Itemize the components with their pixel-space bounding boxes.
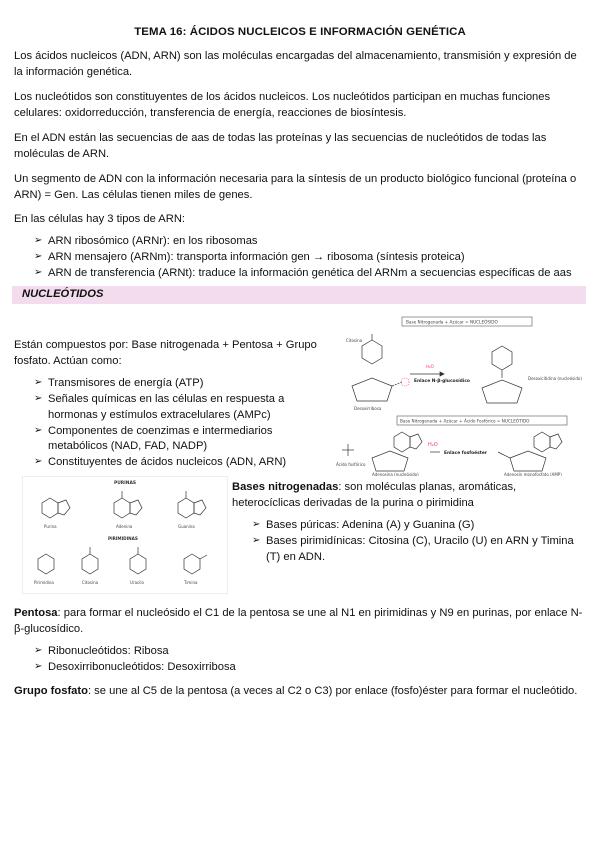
label-adenina: Adenina bbox=[116, 523, 133, 529]
svg-text:H₂O: H₂O bbox=[426, 363, 434, 369]
fosfato-paragraph bbox=[14, 684, 586, 700]
page-title: TEMA 16: ÁCIDOS NUCLEICOS E INFORMACIÓN GENÉTICA bbox=[134, 26, 466, 38]
svg-text:H₂O: H₂O bbox=[428, 441, 438, 448]
label-citosina: Citosina bbox=[346, 337, 363, 343]
list-item: ➢ Bases pirimidínicas: Citosina (C), Uracilo (U) en ARN y Timina (T) en ADN. bbox=[252, 534, 586, 566]
label-citosina-base: Citosina bbox=[82, 579, 99, 585]
pentosa-description: : para formar el nucleósido el C1 de la pentosa se une al N1 en pirimidinas y N9 en purinas, por enlace N-β-glucosídico. bbox=[14, 606, 583, 635]
figure-header-top: Base Nitrogenada + Azúcar = NUCLEÓSIDO bbox=[406, 319, 498, 325]
bond-label-2: Enlace fosfoéster bbox=[444, 450, 488, 456]
composition-row bbox=[14, 304, 586, 480]
list-item: ➢ Señales químicas en las células en respuesta a hormonas y estímulos extracelulares (AMPc) bbox=[34, 392, 319, 424]
list-item: ➢ Componentes de coenzimas e intermediarios metabólicos (NAD, FAD, NADP) bbox=[34, 424, 319, 456]
list-item: ➢ Ribonucleótidos: Ribosa bbox=[34, 644, 586, 660]
bases-list bbox=[232, 518, 586, 566]
bond-label-1: Enlace N-β-glucosídico bbox=[414, 378, 470, 384]
label-amp: Adenosín monofosfato (AMP) bbox=[504, 471, 562, 476]
list-item: ➢ Constituyentes de ácidos nucleicos (ADN, ARN) bbox=[34, 455, 319, 471]
document-page bbox=[14, 24, 586, 709]
section-heading-nucleotidos: NUCLEÓTIDOS bbox=[12, 286, 586, 304]
bases-paragraph bbox=[232, 480, 586, 512]
pentosa-list bbox=[14, 644, 586, 676]
functions-list bbox=[14, 376, 319, 471]
intro-paragraph-2: Los nucleótidos son constituyentes de los ácidos nucleicos. Los nucleótidos participan en muchas funciones celulares: oxidorreducción, transferencia de energía, reacciones de biosíntesis. bbox=[14, 91, 551, 119]
bases-row bbox=[14, 480, 586, 600]
label-pirimidinas: PIRIMIDINAS bbox=[108, 535, 138, 541]
intro-paragraph-4: Un segmento de ADN con la información necesaria para la síntesis de un producto biológico funcional (proteína o ARN) = Gen. Las células tienen miles de genes. bbox=[14, 172, 577, 201]
fosfato-term: Grupo fosfato bbox=[14, 684, 88, 697]
list-item: ➢ ARN mensajero (ARNm): transporta información gen → ribosoma (síntesis proteica) bbox=[34, 250, 586, 266]
intro-paragraph-5: En las células hay 3 tipos de ARN: bbox=[14, 213, 186, 226]
bases-description: : son moléculas planas, aromáticas, heterocíclicas derivadas de la purina o pirimidina bbox=[232, 480, 517, 509]
label-purina: Purina bbox=[44, 523, 57, 529]
label-desoxirribosa: Desoxirribosa bbox=[354, 405, 382, 411]
nitrogenous-bases-figure bbox=[22, 476, 228, 594]
intro-paragraph-1: Los ácidos nucleicos (ADN, ARN) son las moléculas encargadas del almacenamiento, transmisión y expresión de la información genética. bbox=[14, 50, 577, 79]
label-timina: Timina bbox=[184, 579, 198, 585]
pentosa-paragraph bbox=[14, 606, 586, 638]
list-item: ➢ ARN de transferencia (ARNt): traduce la información genética del ARNm a secuencias específicas de aas bbox=[34, 266, 586, 282]
nucleotide-formation-figure bbox=[332, 316, 582, 476]
list-item: ➢ Transmisores de energía (ATP) bbox=[34, 376, 319, 392]
list-item: ➢ Bases púricas: Adenina (A) y Guanina (G) bbox=[252, 518, 586, 534]
label-guanina: Guanina bbox=[178, 523, 195, 529]
composition-text: Están compuestos por: Base nitrogenada + Pentosa + Grupo fosfato. Actúan como: bbox=[14, 338, 317, 367]
label-desoxicitidina: Desoxicitidina (nucleósido) bbox=[528, 375, 582, 381]
bases-term: Bases nitrogenadas bbox=[232, 480, 339, 493]
label-uracilo: Uracilo bbox=[130, 579, 144, 585]
intro-paragraph-3: En el ADN están las secuencias de aas de todas las proteínas y las secuencias de nucleótidos de todas las moléculas de ARN. bbox=[14, 131, 547, 160]
list-item: ➢ ARN ribosómico (ARNr): en los ribosomas bbox=[34, 234, 586, 250]
pentosa-term: Pentosa bbox=[14, 606, 58, 619]
label-purinas: PURINAS bbox=[114, 480, 137, 486]
label-adenosina: Adenosina (nucleósido) bbox=[372, 471, 419, 476]
fosfato-description: : se une al C5 de la pentosa (a veces al C2 o C3) por enlace (fosfo)éster para formar el nucleótido. bbox=[87, 684, 578, 697]
list-item: ➢ Desoxirribonucleótidos: Desoxirribosa bbox=[34, 660, 586, 676]
label-pirimidina: Pirimidina bbox=[34, 579, 54, 585]
label-acido-fosforico: Ácido fosfórico bbox=[336, 461, 366, 467]
arn-types-list bbox=[14, 234, 586, 282]
figure-header-bottom: Base Nitrogenada + Azúcar + Ácido Fosfórico = NUCLEÓTIDO bbox=[400, 418, 530, 424]
